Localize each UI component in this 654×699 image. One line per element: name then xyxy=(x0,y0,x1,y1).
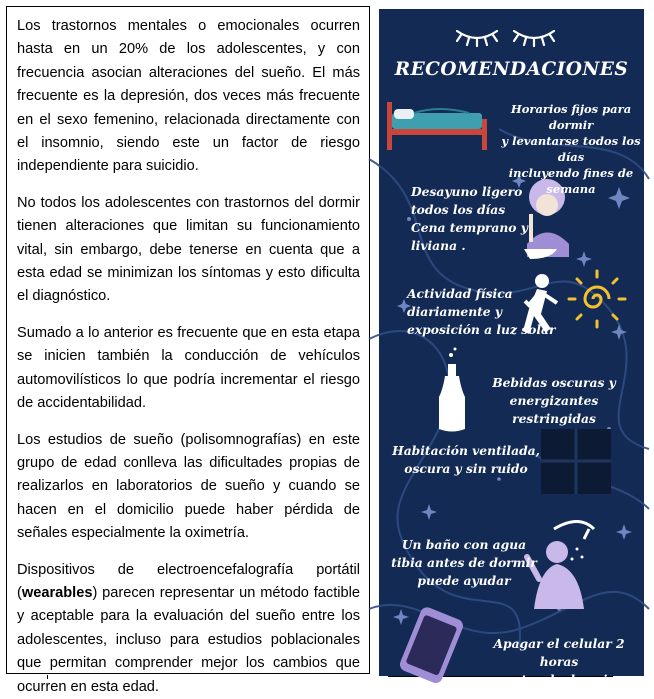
rec-physical-activity: Actividad física diariamente y exposición a luz solar xyxy=(407,286,556,337)
bed-icon xyxy=(387,102,487,150)
rec-dark-drinks: Bebidas oscuras y energizantes restringidas xyxy=(492,375,616,426)
rec-light-breakfast: Desayuno ligero todos los días Cena temprano y liviana . xyxy=(411,184,528,253)
recommendations-poster xyxy=(379,9,644,687)
paragraph-wearables xyxy=(17,559,360,699)
rec-warm-bath: Un baño con agua tibia antes de dormir puede ayudar xyxy=(391,537,537,588)
wearables-bold-term: wearables xyxy=(21,584,93,601)
article-text-box xyxy=(6,6,370,695)
sun-icon xyxy=(569,271,625,327)
paragraph-driving-risk: Sumado a lo anterior es frecuente que en esta etapa se inicien también la conducción de vehículos automovilísticos lo que podría incrementar el riesgo de accidentabilidad. xyxy=(17,324,360,412)
page-margin-tick xyxy=(47,675,48,679)
poster-title: RECOMENDACIONES xyxy=(394,59,629,80)
wearables-text-start: Dispositivos de electroencefalografía portátil ( xyxy=(17,561,360,601)
paragraph-mental-disorders: Los trastornos mentales o emocionales ocurren hasta en un 20% de los adolescentes, y con frecuencia asocian alteraciones del sueño. El más frecuente es la depresión, dos veces más frecuente en el sexo femenino, relacionada directamente con el insomnio, siendo este un factor de riesgo independiente para suicidio. xyxy=(17,18,360,175)
paragraph-sleep-studies: Los estudios de sueño (polisomnografías) en este grupo de edad conlleva las dificultades propias de realizarlos en laboratorios de sueño y cuando se hacen en el domicilio puede haber pérdida de señales especialmente la oximetría. xyxy=(17,431,360,542)
paragraph-sleep-disorders: No todos los adolescentes con trastornos del dormir tienen alteraciones que limitan su funcionamiento vital, sin embargo, debe tenerse en cuenta que a esta edad se minimizan los síntomas y esto dificulta el diagnóstico. xyxy=(17,194,360,305)
rec-ventilated-room: Habitación ventilada, oscura y sin ruido xyxy=(392,443,540,476)
rec-phone-off: Apagar el celular 2 horas antes de dormir xyxy=(493,636,625,687)
closed-eyes-icon xyxy=(457,31,554,46)
dark-window-icon xyxy=(541,429,611,494)
rec-fixed-schedule: Horarios fijos para dormir y levantarse todos los días incluyendo fines de semana xyxy=(501,102,641,196)
wearables-text-end: ) parecen representar un método factible y aceptable para la evaluación del sueño entre los adolescentes, incluso para estudios poblacionales que permitan comprender mejor los cambios que ocurren en esta edad. xyxy=(17,584,360,695)
